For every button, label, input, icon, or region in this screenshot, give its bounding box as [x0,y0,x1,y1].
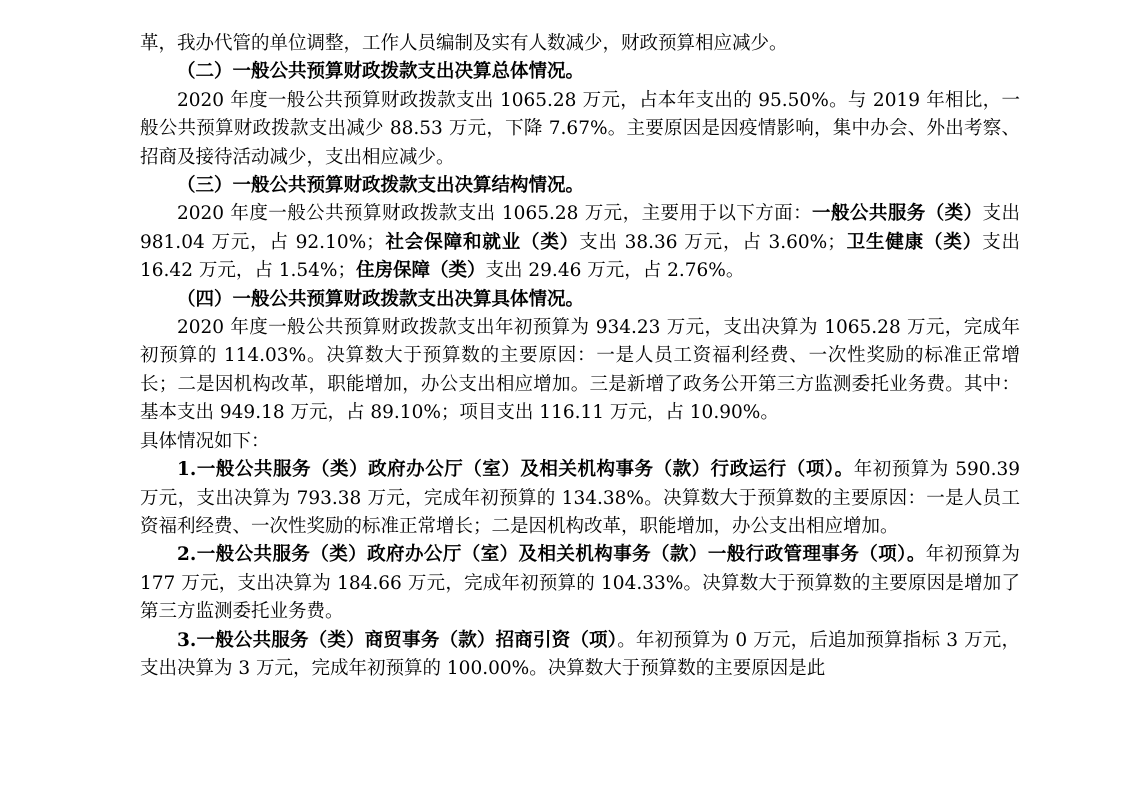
paragraph-details: 2020 年度一般公共预算财政拨款支出年初预算为 934.23 万元，支出决算为 1065.28 万元，完成年初预算的 114.03%。决算数大于预算数的主要原因：一是人员工资福利经费、一次性奖励的标准正常增长；二是因机构改革，职能增加，办公支出相应增加。三是新增了政务公开第三方监测委托业务费。其中：基本支出 949.18 万元，占 89.10%；项目支出 116.11 万元，占 10.90%。 [140,317,1020,424]
bold-health: 卫生健康（类） [845,231,983,253]
item-3-text: 。年初预算为 0 万元，后追加预算指标 3 万元，支出决算为 3 万元，完成年初预算的 100.00%。决算数大于预算数的主要原因是此 [140,629,1020,679]
paragraph-intro-tail: 革，我办代管的单位调整，工作人员编制及实有人数减少，财政预算相应减少。 [140,33,788,54]
document-page [140,30,1020,683]
section-heading-2: （二）一般公共预算财政拨款支出决算总体情况。 [177,61,585,83]
text-structure-5: 支出 29.46 万元，占 2.76%。 [485,260,745,282]
bold-general-public-services: 一般公共服务（类） [812,203,983,225]
item-3 [140,627,1020,684]
item-2 [140,541,1020,626]
paragraph-overall: 2020 年度一般公共预算财政拨款支出 1065.28 万元，占本年支出的 95.50%。与 2019 年相比，一般公共预算财政拨款支出减少 88.53 万元，下降 7.67%。主要原因是因疫情影响，集中办会、外出考察、招商及接待活动减少，支出相应减少。 [140,89,1020,168]
item-2-text: 年初预算为 177 万元，支出决算为 184.66 万元，完成年初预算的 104.33%。决算数大于预算数的主要原因是增加了第三方监测委托业务费。 [140,544,1020,623]
paragraph-structure [140,200,1020,285]
bold-social-security: 社会保障和就业（类） [384,231,580,253]
item-2-title: 2.一般公共服务（类）政府办公厅（室）及相关机构事务（款）一般行政管理事务（项）。 [177,544,926,566]
item-3-title: 3.一般公共服务（类）商贸事务（款）招商引资（项） [177,629,618,651]
bold-housing: 住房保障（类） [356,260,486,282]
item-1-text: 年初预算为 590.39 万元，支出决算为 793.38 万元，完成年初预算的 134.38%。决算数大于预算数的主要原因：一是人员工资福利经费、一次性奖励的标准正常增长；二是因机构改革，职能增加，办公支出相应增加。 [140,459,1020,537]
text-structure-2: 支出 981.04 万元，占 92.10%； [140,203,1020,253]
section-heading-4: （四）一般公共预算财政拨款支出决算具体情况。 [177,288,585,310]
text-structure-4: 支出 16.42 万元，占 1.54%； [140,231,1020,282]
section-heading-3: （三）一般公共预算财政拨款支出决算结构情况。 [177,175,585,197]
text-structure-1: 2020 年度一般公共预算财政拨款支出 1065.28 万元，主要用于以下方面： [177,203,813,225]
paragraph-details-intro: 具体情况如下： [140,430,270,452]
text-structure-3: 支出 38.36 万元，占 3.60%； [579,231,846,253]
item-1-title: 1.一般公共服务（类）政府办公厅（室）及相关机构事务（款）行政运行（项）。 [177,459,854,481]
item-1 [140,456,1020,541]
